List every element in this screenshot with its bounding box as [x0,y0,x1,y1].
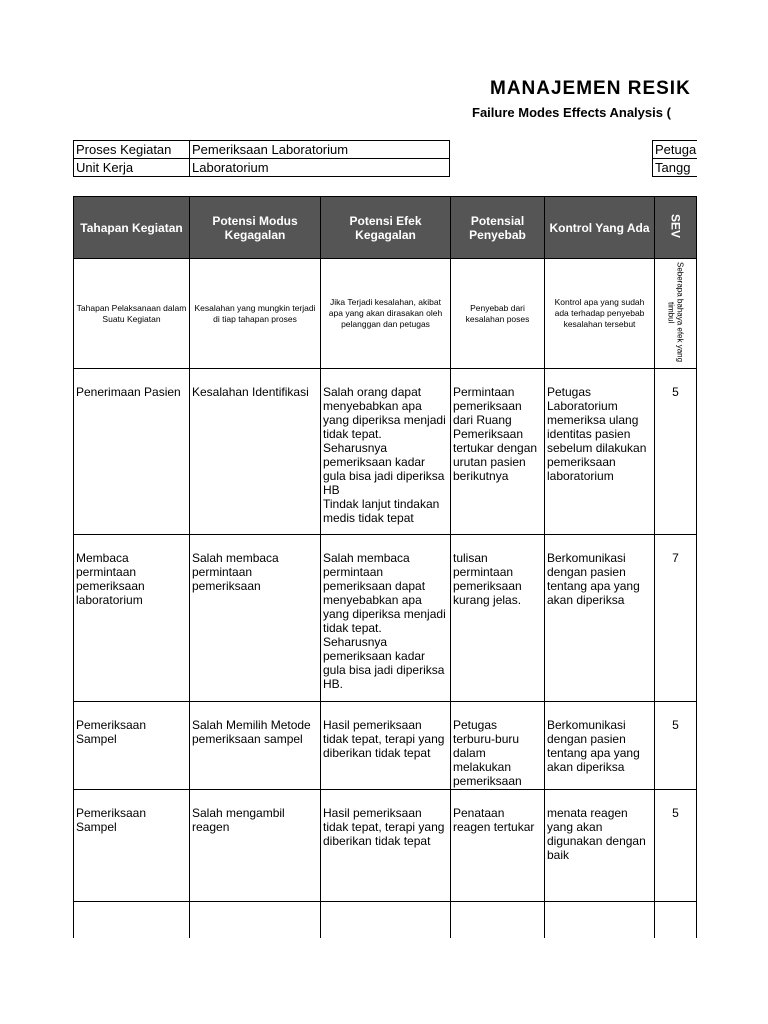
cell-empty [190,902,321,939]
cell-tahapan: Membaca permintaan pemeriksaan laboratorium [74,535,190,702]
cell-modus: Salah Memilih Metode pemeriksaan sampel [190,702,321,790]
cell-tahapan: Penerimaan Pasien [74,369,190,535]
cell-modus: Salah membaca permintaan pemeriksaan [190,535,321,702]
info-table-left [73,140,450,177]
desc-modus: Kesalahan yang mungkin terjadi di tiap tahapan proses [190,259,321,369]
cell-penyebab: Petugas terburu-buru dalam melakukan pemeriksaan [451,702,545,790]
desc-sev [655,259,697,369]
header-sev-label: SEV [668,213,683,238]
cell-sev: 5 [655,702,697,790]
desc-sev-label: Seberapa bahaya efek yang timbul [666,262,685,363]
cell-empty [545,902,655,939]
cell-kontrol: Berkomunikasi dengan pasien tentang apa yang akan diperiksa [545,702,655,790]
desc-kontrol: Kontrol apa yang sudah ada terhadap penyebab kesalahan tersebut [545,259,655,369]
desc-penyebab: Penyebab dari kesalahan poses [451,259,545,369]
cell-empty [655,902,697,939]
header-row [74,197,697,259]
header-efek: Potensi Efek Kegagalan [321,197,451,259]
info-value: Laboratorium [190,159,450,177]
fmea-table [73,196,697,938]
header-tahapan: Tahapan Kegiatan [74,197,190,259]
cell-efek: Salah membaca permintaan pemeriksaan dapat menyebabkan apa yang diperiksa menjadi tidak tepat. Seharusnya pemeriksaan kadar gula bisa jadi diperiksa HB. [321,535,451,702]
info-row [653,159,698,177]
cell-modus: Kesalahan Identifikasi [190,369,321,535]
cell-sev: 7 [655,535,697,702]
cell-efek: Hasil pemeriksaan tidak tepat, terapi yang diberikan tidak tepat [321,790,451,902]
cell-efek: Salah orang dapat menyebabkan apa yang diperiksa menjadi tidak tepat. Seharusnya pemeriksaan kadar gula bisa jadi diperiksa HB Tindak lanjut tindakan medis tidak tepat [321,369,451,535]
info-table-right [652,140,697,177]
info-value: Pemeriksaan Laboratorium [190,141,450,159]
cell-empty [451,902,545,939]
header-kontrol: Kontrol Yang Ada [545,197,655,259]
cell-tahapan: Pemeriksaan Sampel [74,790,190,902]
info-row [653,141,698,159]
info-label: Petuga [653,141,698,159]
document-title: MANAJEMEN RESIK [490,78,691,99]
cell-sev: 5 [655,790,697,902]
cell-penyebab: tulisan permintaan pemeriksaan kurang jelas. [451,535,545,702]
cell-kontrol: Petugas Laboratorium memeriksa ulang identitas pasien sebelum dilakukan pemeriksaan laboratorium [545,369,655,535]
table-row [74,790,697,902]
desc-tahapan: Tahapan Pelaksanaan dalam Suatu Kegiatan [74,259,190,369]
cell-empty [74,902,190,939]
cell-penyebab: Penataan reagen tertukar [451,790,545,902]
cell-kontrol: Berkomunikasi dengan pasien tentang apa yang akan diperiksa [545,535,655,702]
info-label: Proses Kegiatan [74,141,190,159]
cell-kontrol: menata reagen yang akan digunakan dengan baik [545,790,655,902]
cell-penyebab: Permintaan pemeriksaan dari Ruang Pemeriksaan tertukar dengan urutan pasien berikutnya [451,369,545,535]
info-label: Unit Kerja [74,159,190,177]
table-row [74,535,697,702]
cell-efek: Hasil pemeriksaan tidak tepat, terapi yang diberikan tidak tepat [321,702,451,790]
cell-modus: Salah mengambil reagen [190,790,321,902]
cell-empty [321,902,451,939]
table-row [74,369,697,535]
document-subtitle: Failure Modes Effects Analysis ( [472,105,671,120]
info-row [74,159,450,177]
table-row-empty [74,902,697,939]
info-row [74,141,450,159]
table-row [74,702,697,790]
cell-sev: 5 [655,369,697,535]
desc-efek: Jika Terjadi kesalahan, akibat apa yang akan dirasakan oleh pelanggan dan petugas [321,259,451,369]
description-row [74,259,697,369]
header-modus: Potensi Modus Kegagalan [190,197,321,259]
cell-tahapan: Pemeriksaan Sampel [74,702,190,790]
header-penyebab: Potensial Penyebab [451,197,545,259]
info-label: Tangg [653,159,698,177]
header-sev [655,197,697,259]
